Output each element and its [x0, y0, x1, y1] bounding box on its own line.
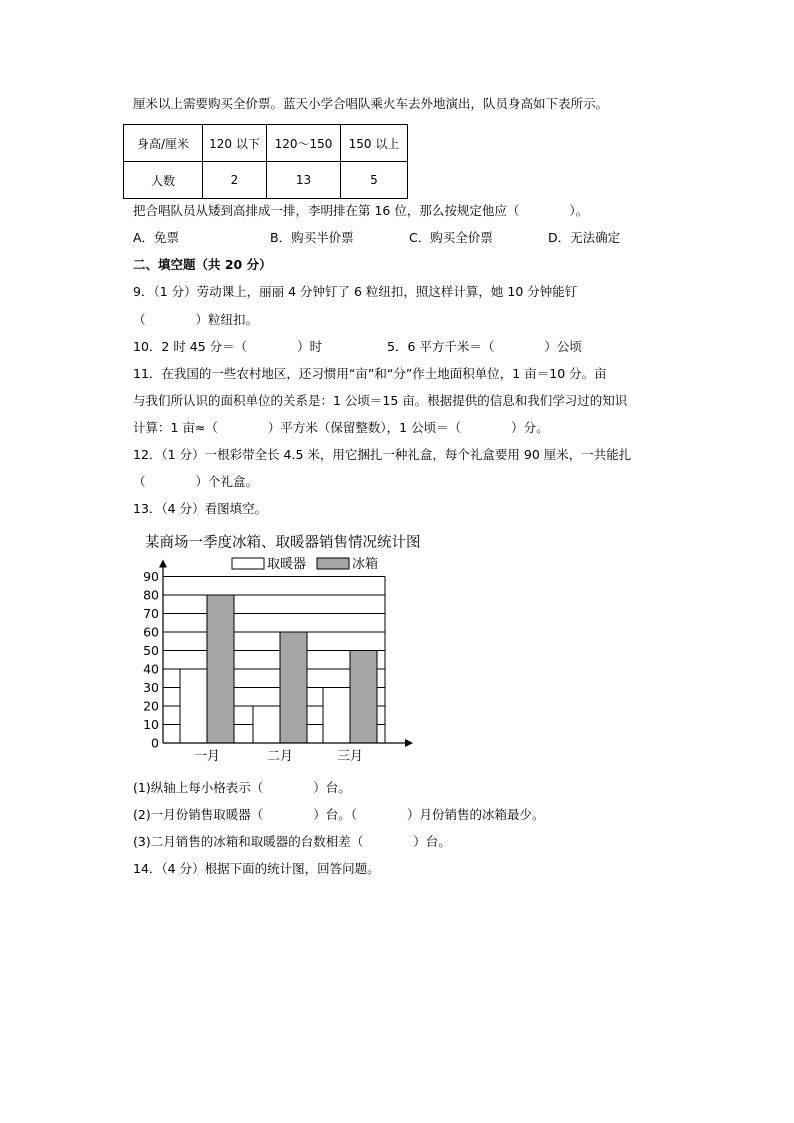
q9-line2: （ ）粒纽扣。 [133, 312, 259, 327]
table-header-cell: 120 以下 [203, 125, 267, 162]
legend-label: 冰箱 [352, 557, 379, 572]
q8-option-c: C．购买全价票 [409, 230, 493, 245]
y-tick-label: 40 [143, 661, 159, 677]
height-table [123, 124, 408, 199]
legend-label: 取暖器 [267, 557, 307, 572]
q11-line1: 11．在我国的一些农村地区，还习惯用“亩”和“分”作土地面积单位，1 亩＝10 分。亩 [133, 366, 607, 381]
q9-line1: 9．（1 分）劳动课上，丽丽 4 分钟钉了 6 粒纽扣，照这样计算，她 10 分钟能钉 [133, 284, 578, 299]
y-tick-label: 90 [143, 569, 159, 584]
q11-line3: 计算：1 亩≈（ ）平方米（保留整数），1 公顷＝（ ）分。 [133, 420, 549, 435]
y-tick-label: 10 [143, 717, 159, 732]
q10-part2: 5．6 平方千米＝（ ）公顷 [387, 339, 582, 354]
y-tick-label: 60 [143, 624, 159, 640]
bar-chart-svg [140, 530, 430, 770]
table-cell: 13 [267, 162, 341, 199]
q13-sub1: (1)纵轴上每小格表示（ ）台。 [133, 780, 351, 795]
table-header-cell: 150 以上 [341, 125, 408, 162]
x-axis-arrow [405, 739, 413, 747]
y-tick-label: 20 [143, 698, 159, 714]
chart-legend [232, 556, 378, 572]
q14-title: 14．（4 分）根据下面的统计图，回答问题。 [133, 861, 380, 876]
table-cell: 2 [203, 162, 267, 199]
q8-stem: 把合唱队员从矮到高排成一排，李明排在第 16 位，那么按规定他应（ ）。 [133, 203, 589, 218]
x-tick-label: 三月 [336, 749, 364, 764]
y-tick-label: 50 [143, 643, 159, 658]
bar-heater [180, 669, 207, 743]
legend-swatch [317, 558, 349, 569]
q13-sub3: (3)二月销售的冰箱和取暖器的台数相差（ ）台。 [133, 834, 451, 849]
bar-heater [323, 688, 350, 744]
q13-title: 13．（4 分）看图填空。 [133, 501, 268, 516]
table-cell: 5 [341, 162, 408, 199]
bar-fridge [350, 651, 377, 744]
intro-line: 厘米以上需要购买全价票。蓝天小学合唱队乘火车去外地演出，队员身高如下表所示。 [133, 96, 609, 111]
q11-line2: 与我们所认识的面积单位的关系是：1 公顷＝15 亩。根据提供的信息和我们学习过的知识 [133, 393, 628, 408]
q12-line1: 12．（1 分）一根彩带全长 4.5 米，用它捆扎一种礼盒，每个礼盒要用 90 厘米，一共能扎 [133, 447, 632, 462]
x-tick-label: 二月 [266, 749, 294, 764]
y-tick-label: 70 [143, 606, 159, 621]
table-header-cell: 身高/厘米 [124, 125, 203, 162]
q8-option-a: A．免票 [133, 230, 180, 245]
bar-fridge [207, 595, 234, 743]
y-axis-arrow [159, 560, 167, 568]
chart-title: 某商场一季度冰箱、取暖器销售情况统计图 [145, 535, 421, 551]
q8-option-b: B．购买半价票 [270, 230, 354, 245]
q13-sub2: (2)一月份销售取暖器（ ）台。（ ）月份销售的冰箱最少。 [133, 807, 545, 822]
legend-swatch [232, 558, 264, 569]
bar-heater [253, 706, 280, 743]
section-title: 二、填空题（共 20 分） [133, 257, 272, 272]
y-tick-label: 30 [143, 680, 159, 695]
bar-chart [140, 530, 430, 770]
x-tick-label: 一月 [193, 749, 221, 764]
q8-option-d: D．无法确定 [548, 230, 621, 245]
y-tick-label: 0 [151, 735, 159, 751]
q10-part1: 10．2 时 45 分＝（ ）时 [133, 339, 323, 354]
q12-line2: （ ）个礼盒。 [133, 474, 259, 489]
y-tick-label: 80 [143, 587, 159, 603]
table-header-cell: 120～150 [267, 125, 341, 162]
bar-fridge [280, 632, 307, 743]
table-row-label: 人数 [124, 162, 203, 199]
